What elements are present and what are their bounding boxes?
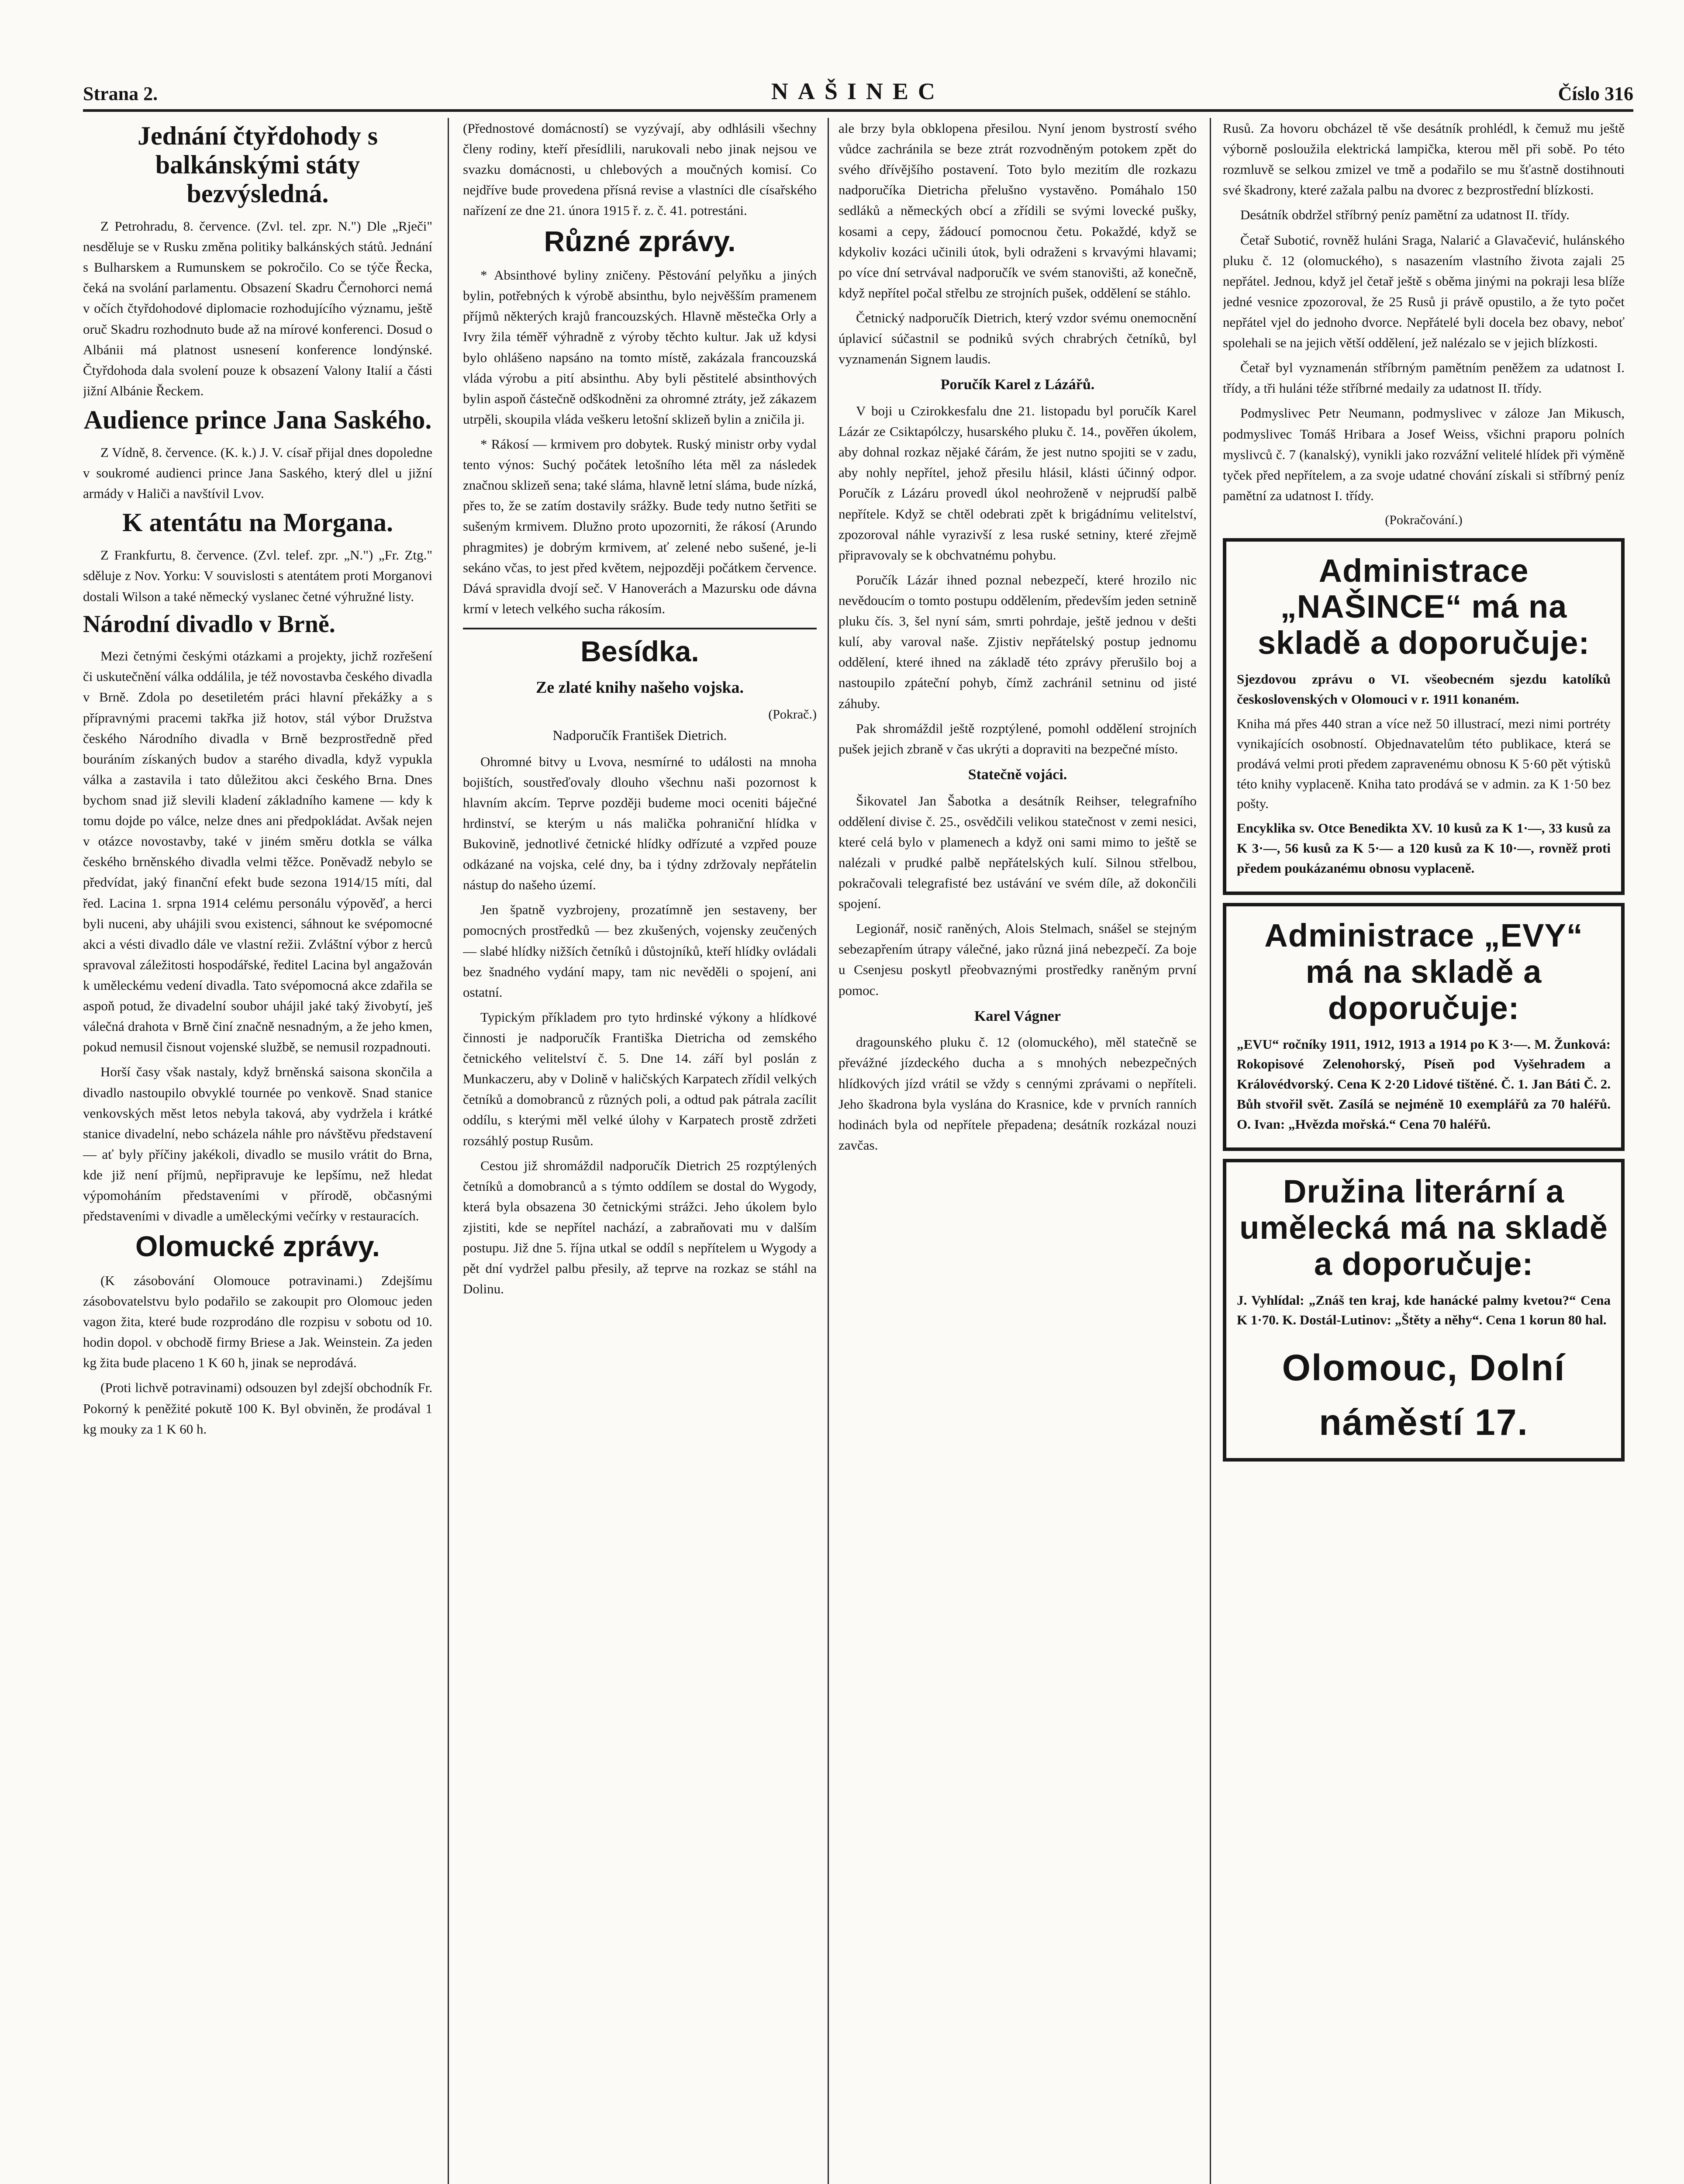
article-title: Národní divadlo v Brně.	[83, 610, 335, 638]
feuilleton-author: Nadporučík František Dietrich.	[552, 727, 727, 743]
article-text: (Přednostové domácností) se vyzývají, aby odhlásili všechny členy rodiny, kteří přesídlili, narukovali nebo jinak nejsou ve svazku domácnosti, u chlebových a moučných komisí. Co nejdříve bude provedena přísná revise a vlastníci dle císařského nařízení ze dne 21. února 1915 ř. z. č. 41. potrestáni.	[463, 121, 817, 218]
article-text: * Absinthové byliny zničeny. Pěstování pelyňku a jiných bylin, potřebných k výrobě absinthu, bylo nejvěšším pramenem příjmů některých krajů francouzských. Hlavně městečka Orly a Ivry žila téměř výhradně z výroby těchto kultur. Jak už kdysi bylo ohlášeno napsáno na tomto místě, zakázala francouzská vláda výrobu a pití absinthu. Aby byli pěstitelé absinthových bylin aspoň částečně odškodněni za ohromné ztráty, jež zákazem utrpěli, skoupila vláda veškeru letošní sklizeň bylin a zničila ji.	[463, 267, 817, 427]
column-3	[839, 118, 1197, 2184]
subheading: Statečně vojáci.	[968, 766, 1067, 783]
subheading: Karel Vágner	[974, 1008, 1061, 1024]
article-text: Horší časy však nastaly, když brněnská saisona skončila a divadlo nastoupilo obvyklé tournée po venkově. Snad stanice venkovských měst letos nebyla taková, aby vydržela i krátké stanice divadelní, nebo scházela náhle pro návštěvu představení — ať byly příčiny jakékoli, divadlo se musilo vrátit do Brna, kde již není příjmů, nepřipravuje ke lepšímu, než hledat výpomoháním představeními v přírodě, občasnými představeními v divadle a uměleckými večírky v restauracích.	[83, 1064, 432, 1224]
article-text: Ohromné bitvy u Lvova, nesmírné to události na mnoha bojištích, soustřeďovaly dlouho všechnu naši pozornost k hlavním akcím. Teprve později budeme moci oceniti báječné hrdinství, se kterým u nás malička pohraniční hlídka v Bukovině, jednotlivé četnické hlídky odřízuté a vzpřed pouze odkázané na vojska, celé dny, ba i týdny zdržovaly nepřátelin nástup do našeho území.	[463, 753, 817, 893]
article-text: Cestou již shromáždil nadporučík Dietrich 25 rozptýlených četníků a domobranců a s týmto oddílem se dostal do Wygody, která byla obsazena 30 četnickými strážci. Jeho úkolem bylo zjistiti, kde se nepřítel nachází, a zabraňovati mu v dalším postupu. Již dne 5. října utkal se oddíl s nepřítelem u Wygody a pět dní vydržel palbu přesily, až teprve na rozkaz se stáhl na Dolinu.	[463, 1158, 817, 1297]
ad-address: Olomouc, Dolní náměstí 17.	[1282, 1347, 1566, 1443]
section-title: Besídka.	[463, 628, 817, 667]
article-title: K atentátu na Morgana.	[122, 508, 393, 537]
article-text: dragounského pluku č. 12 (olomuckého), měl statečně se převážné jízdeckého ducha a s mnohých nebezpečných hlídkových jízd vrátil se vždy s cennými zprávami o nepříteli. Jeho škadrona byla vyslána do Krasnice, kde v prvních ranních hodinách byla od nepřítele přepadena; desátník rozkázal nouzi zavčas.	[839, 1034, 1197, 1153]
article-text: Z Petrohradu, 8. července. (Zvl. tel. zpr. N.") Dle „Rječi" nesděluje se v Rusku změna politiky balkánských států. Jednání s Bulharskem a Rumunskem se pokročilo. Co se týče Řecka, čeká na svolání parlamentu. Obsazení Skadru Černohorci nemá v očích čtyřdohodové diplomacie rozhodujícího významu, ještě oruč Skadru rozhodnuto bude až na mírové konferenci. Dosud o Albánii má platnost usnesení konference londýnské. Čtyřdohoda dala svolení pouze k obsazení Valony Italií a části jižní Albánie Řeckem.	[83, 218, 432, 398]
page-label: Strana 2.	[83, 83, 158, 104]
advertisement-box	[1223, 903, 1625, 1151]
article-text: Podmyslivec Petr Neumann, podmyslivec v záloze Jan Mikusch, podmyslivec Tomáš Hribara a Josef Weiss, všichni praporu polních myslivců č. 7 (kanalský), vynikli jako rozvážní velitelé hlídek při výměně tyček před nepřítelem, a za svoje udatné chování získali si stříbrný peníz pamětní za udatnost I. třídy.	[1223, 405, 1625, 503]
ad-title: Družina literární a umělecká má na skladě a doporučuje:	[1239, 1173, 1608, 1282]
column-4	[1223, 118, 1625, 2184]
section-title: Olomucké zprávy.	[135, 1230, 380, 1263]
continued-note: (Pokračování.)	[1385, 512, 1463, 527]
ad-title: Administrace „EVY“ má na skladě a doporučuje:	[1264, 917, 1583, 1026]
ad-text: Kniha má přes 440 stran a více než 50 illustrací, mezi nimi portréty vynikajících osobností. Objednavatelům této publikace, která se prodává velmi proti předem zapravenému obnosu K 5·60 pět výtisků této knihy vyplaceně. Kniha tato prodává se v admin. za K 1·50 bez pošty.	[1237, 715, 1611, 812]
feuilleton-subtitle: Ze zlaté knihy našeho vojska.	[535, 678, 744, 697]
ad-title: Administrace „NAŠINCE“ má na skladě a doporučuje:	[1257, 552, 1590, 661]
article-text: Jen špatně vyzbrojeny, prozatímně jen sestaveny, ber pomocných prostředků — bez zkušených, vojensky zeučených — slabé hlídky nižších četníků i důstojníků, kteří hlídky ovládali bez šnadného vydání mapy, tam nic nevěděli o spojení, ani ostatní.	[463, 902, 817, 1000]
article-text: (K zásobování Olomouce potravinami.) Zdejšímu zásobovatelstvu bylo podařilo se zakoupit pro Olomouc jeden vagon žita, které bude rozprodáno dle rozpisu v sobotu od 10. hodin dopol. v obchodě firmy Briese a Jak. Weinstein. Za jeden kg žita bude placeno 1 K 60 h, jinak se neprodává.	[83, 1272, 432, 1371]
article-text: Četař Subotić, rovněž huláni Sraga, Nalarić a Glavačević, hulánského pluku č. 12 (olomuckého), s nasazením vlastního života zajali 25 nepřátel. Jednou, když jel četař ještě s oběma jinými na pokraji lesa blíže jedné vesnice zpozoroval, že 25 Rusů ji právě opustilo, a že tyto počet nepřátel vjel do jednoho dvorce. Nepřátelé byli docela bez obavy, neboť spolehali se na jejich větší oddělení, jež nalézalo se v jejich blízkosti.	[1223, 232, 1625, 351]
advertisement-box	[1223, 538, 1625, 895]
article-text: Četař byl vyznamenán stříbrným pamětním peněžem za udatnost I. třídy, a tři huláni téže stříbrné medaily za udatnost II. třídy.	[1223, 360, 1625, 396]
article-text: Mezi četnými českými otázkami a projekty, jichž rozřešení či uskutečnění válka oddálila, je též novostavba českého divadla v Brně. Zdola po desetiletém práci hlavní překážky a s přípravnými pracemi takřka již hotov, stál výbor Družstva českého Národního divadla v Brně bezprostředně před bouráním získaných budov a starého divadla, když vypukla válka a zastavila i tato důležitou akci českého Brna. Dnes bychom snad již slevili kladení základního kamene — kdy k tomu dojde po válce, nelze dnes ani předpokládat. Avšak nejen v otázce novostavby, také v jiném směru dotkla se válka českého brněnského divadla velmi těžce. Poněvadž nebylo se předvídat, jaký finanční efekt bude sezona 1914/15 míti, dal řed. Lacina 1. srpna 1914 celému personálu výpověď, a herci byli nuceni, aby uhájili svou existenci, sáhnout ke svépomocné akci a vésti divadlo dále ve vlastní režii. Zvláštní výbor z herců spravoval záležitosti hospodářské, ředitel Lacina byl angažován k uměleckému vedení divadla. Tato svépomocná akce zdařila se aspoň potud, že divadelní soubor uhájil jaké taký živobytí, ješ válečná drahota v Brně činí značně nesnadným, a že jeho kmen, pokud nemusil čisnout vojenské službě, se nemusil rozpadnouti.	[83, 648, 432, 1055]
article-text: Z Vídně, 8. července. (K. k.) J. V. císař přijal dnes dopoledne v soukromé audienci prince Jana Saského, který dlel u jižní armády v Haliči a navštívil Lvov.	[83, 444, 432, 501]
continued-note: (Pokrač.)	[768, 707, 817, 722]
article-text: Četnický nadporučík Dietrich, který vzdor svému onemocnění úplavicí súčastnil se podniků svých chrabrých četníků, byl vyznamenán Signem laudis.	[839, 310, 1197, 367]
article-text: Poručík Lázár ihned poznal nebezpečí, které hrozilo nic nevědoucím o tomto postupu oddělením, především jeden setnině pluku čís. 3, šel nyní sám, smrti pohrdaje, ještě jednou v dešti kulí, aby varoval naše. Zjistiv nepřátelský postup jednomu oddělení, které ihned na základě této zprávy přerušilo boj a nastoupilo zpáteční pohyb, čímž zachránil setninu od jisté záhuby.	[839, 572, 1197, 711]
ad-text: J. Vyhlídal: „Znáš ten kraj, kde hanácké palmy kvetou?“ Cena K 1·70. K. Dostál-Lutinov: „Štěty a něhy“. Cena 1 korun 80 hal.	[1237, 1292, 1611, 1328]
ad-text: „EVU“ ročníky 1911, 1912, 1913 a 1914 po K 3·—. M. Žunková: Rokopisové Zelenohorský, Píseň pod Vyšehradem a Královédvorský. Cena K 2·20 Lidové tištěné. Č. 1. Jan Báti Č. 2. Bůh stvořil svět. Zasílá se nejméně 10 exemplářů za 70 haléřů. O. Ivan: „Hvězda mořská.“ Cena 70 haléřů.	[1237, 1036, 1611, 1132]
column-divider	[448, 118, 449, 2184]
article-title: Audience prince Jana Saského.	[83, 405, 432, 434]
column-divider	[1210, 118, 1211, 2184]
article-text: Z Frankfurtu, 8. července. (Zvl. telef. zpr. „N.") „Fr. Ztg." sděluje z Nov. Yorku: V souvislosti s atentátem proti Morganovi dostali Wilson a také německý vyslanec četné výhružné listy.	[83, 547, 432, 604]
column-2	[463, 118, 817, 2184]
column-divider	[828, 118, 829, 2184]
masthead: NAŠINEC	[771, 78, 945, 104]
article-text: * Rákosí — krmivem pro dobytek. Ruský ministr orby vydal tento výnos: Suchý počátek letošního léta měl za následek značnou sklizeň sena; také sláma, hlavně letní sláma, bude nízká, přes to, že se zatím dostavily srážky. Bude tedy nutno šetřiti se sušeným krmivem. Dlužno proto upozorniti, že rákosí (Arundo phragmites) je dobrým krmivem, ať zelené nebo sušené, je-li sekáno včas, to jest před květem, nejpozději počátkem července. Dává spravidla dvojí seč. V Hanoverách a Mazursku ode dávna krmí v letech velkého sucha rákosím.	[463, 436, 817, 616]
issue-label: Číslo 316	[1558, 83, 1633, 104]
article-text: Typickým příkladem pro tyto hrdinské výkony a hlídkové činnosti je nadporučík Františka Dietricha od zemského četnického velitelství č. 5. Dne 14. září byl poslán z Munkaczeru, aby v Dolině v haličských Karpatech zřídil velkých četníků a domobranců z různých poli, a odtud pak pátrala zacílit oddílu, s kterými měl velké úlohy v Karpatech prostě zdržeti rozsáhlý postup Rusům.	[463, 1009, 817, 1148]
column-1	[83, 118, 432, 2184]
advertisement-box	[1223, 1159, 1625, 1462]
article-text: (Proti lichvě potravinami) odsouzen byl zdejší obchodník Fr. Pokorný k peněžité pokutě 100 K. Byl obviněn, že prodával 1 kg mouky za 1 K 60 h.	[83, 1380, 432, 1437]
page-header	[83, 70, 1633, 112]
article-text: Pak shromáždil ještě rozptýlené, pomohl oddělení strojních pušek jejich zbraně v čas ukrýti a dopraviti na bezpečné místo.	[839, 720, 1197, 757]
ad-text: Sjezdovou zprávu o VI. všeobecném sjezdu katolíků československých v Olomouci v r. 1911 konaném.	[1237, 671, 1611, 707]
article-text: V boji u Czirokkesfalu dne 21. listopadu byl poručík Karel Lázár ze Csiktapólczy, husarského pluku č. 14., pověřen úkolem, aby dohnal rozkaz nějaké čárám, že jest nutno spojiti se v zadu, aby nohly nepřítel, jehož přesilu hlásil, klásti účinný odpor. Poručík z Lázáru provedl úkol neohroženě v nejprudší palbě nepřítele. Když se chtěl odebrati zpět k brigádnímu velitelství, zpozoroval náhle vyrazivší z lesa ruské setniny, které zřejmě připravovaly se k obchvatnému pohybu.	[839, 403, 1197, 563]
ad-text: Encyklika sv. Otce Benedikta XV. 10 kusů za K 1·—, 33 kusů za K 3·—, 56 kusů za K 5·— a 120 kusů za K 10·—, rovněž proti předem poukázanému obnosu vyplaceně.	[1237, 820, 1611, 876]
article-text: Legionář, nosič raněných, Alois Stelmach, snášel se stejným sebezapřením útrapy válečné, jako různá jiná nebezpečí. Za boje u Csenjesu poskytl přeobvaznými prostředky raněným první pomoc.	[839, 921, 1197, 998]
article-text: Rusů. Za hovoru obcházel tě vše desátník prohlédl, k čemuž mu ještě výborně posloužila elektrická lampička, kterou měl při sobě. Po této rozmluvě se selkou zmizel ve tmě a podařilo se mu šťastně dostihnouti své škadrony, které zažala palbu na dvorec z bezprostřední blízkosti.	[1223, 121, 1625, 198]
section-title: Různé zprávy.	[544, 225, 736, 257]
article-text: Desátník obdržel stříbrný peníz pamětní za udatnost II. třídy.	[1240, 207, 1570, 223]
article-text: Šikovatel Jan Šabotka a desátník Reihser, telegrafního oddělení divise č. 25., osvědčili velikou statečnost v zemi nesici, které celá bylo v plamenech a když oni sami mimo to ještě se nalézali v prudké palbě nepřátelských kulí. Silnou střelbou, pokračovali telegrafisté bez ustávání ve svém díle, až dokončili spojení.	[839, 793, 1197, 912]
article-title: Jednání čtyřdohody s balkánskými státy bezvýsledná.	[137, 121, 378, 208]
subheading: Poručík Karel z Lázářů.	[940, 377, 1095, 393]
article-text: ale brzy byla obklopena přesilou. Nyní jenom bystrostí svého vůdce zachránila se beze ztrát rozvodněným potokem zpět do svého dřívějšího postavení. Toto bylo mezitím dle rozkazu nadporučíka Dietricha přelušno vystavěno. Pomáhalo 150 sedláků a německých obcí a zřídili se svými lovecké pušky, kosami a cepy, žádoucí pomocnou četu. Pokaždé, když se kdykoliv kozáci učinili útok, byli odraženi s krvavými hlavami; po více dní setrvával nadporučík ve svém stanovišti, až konečně, když nepřítel počal střelbu ze strojních pušek, oddělení se stáhlo.	[839, 121, 1197, 301]
